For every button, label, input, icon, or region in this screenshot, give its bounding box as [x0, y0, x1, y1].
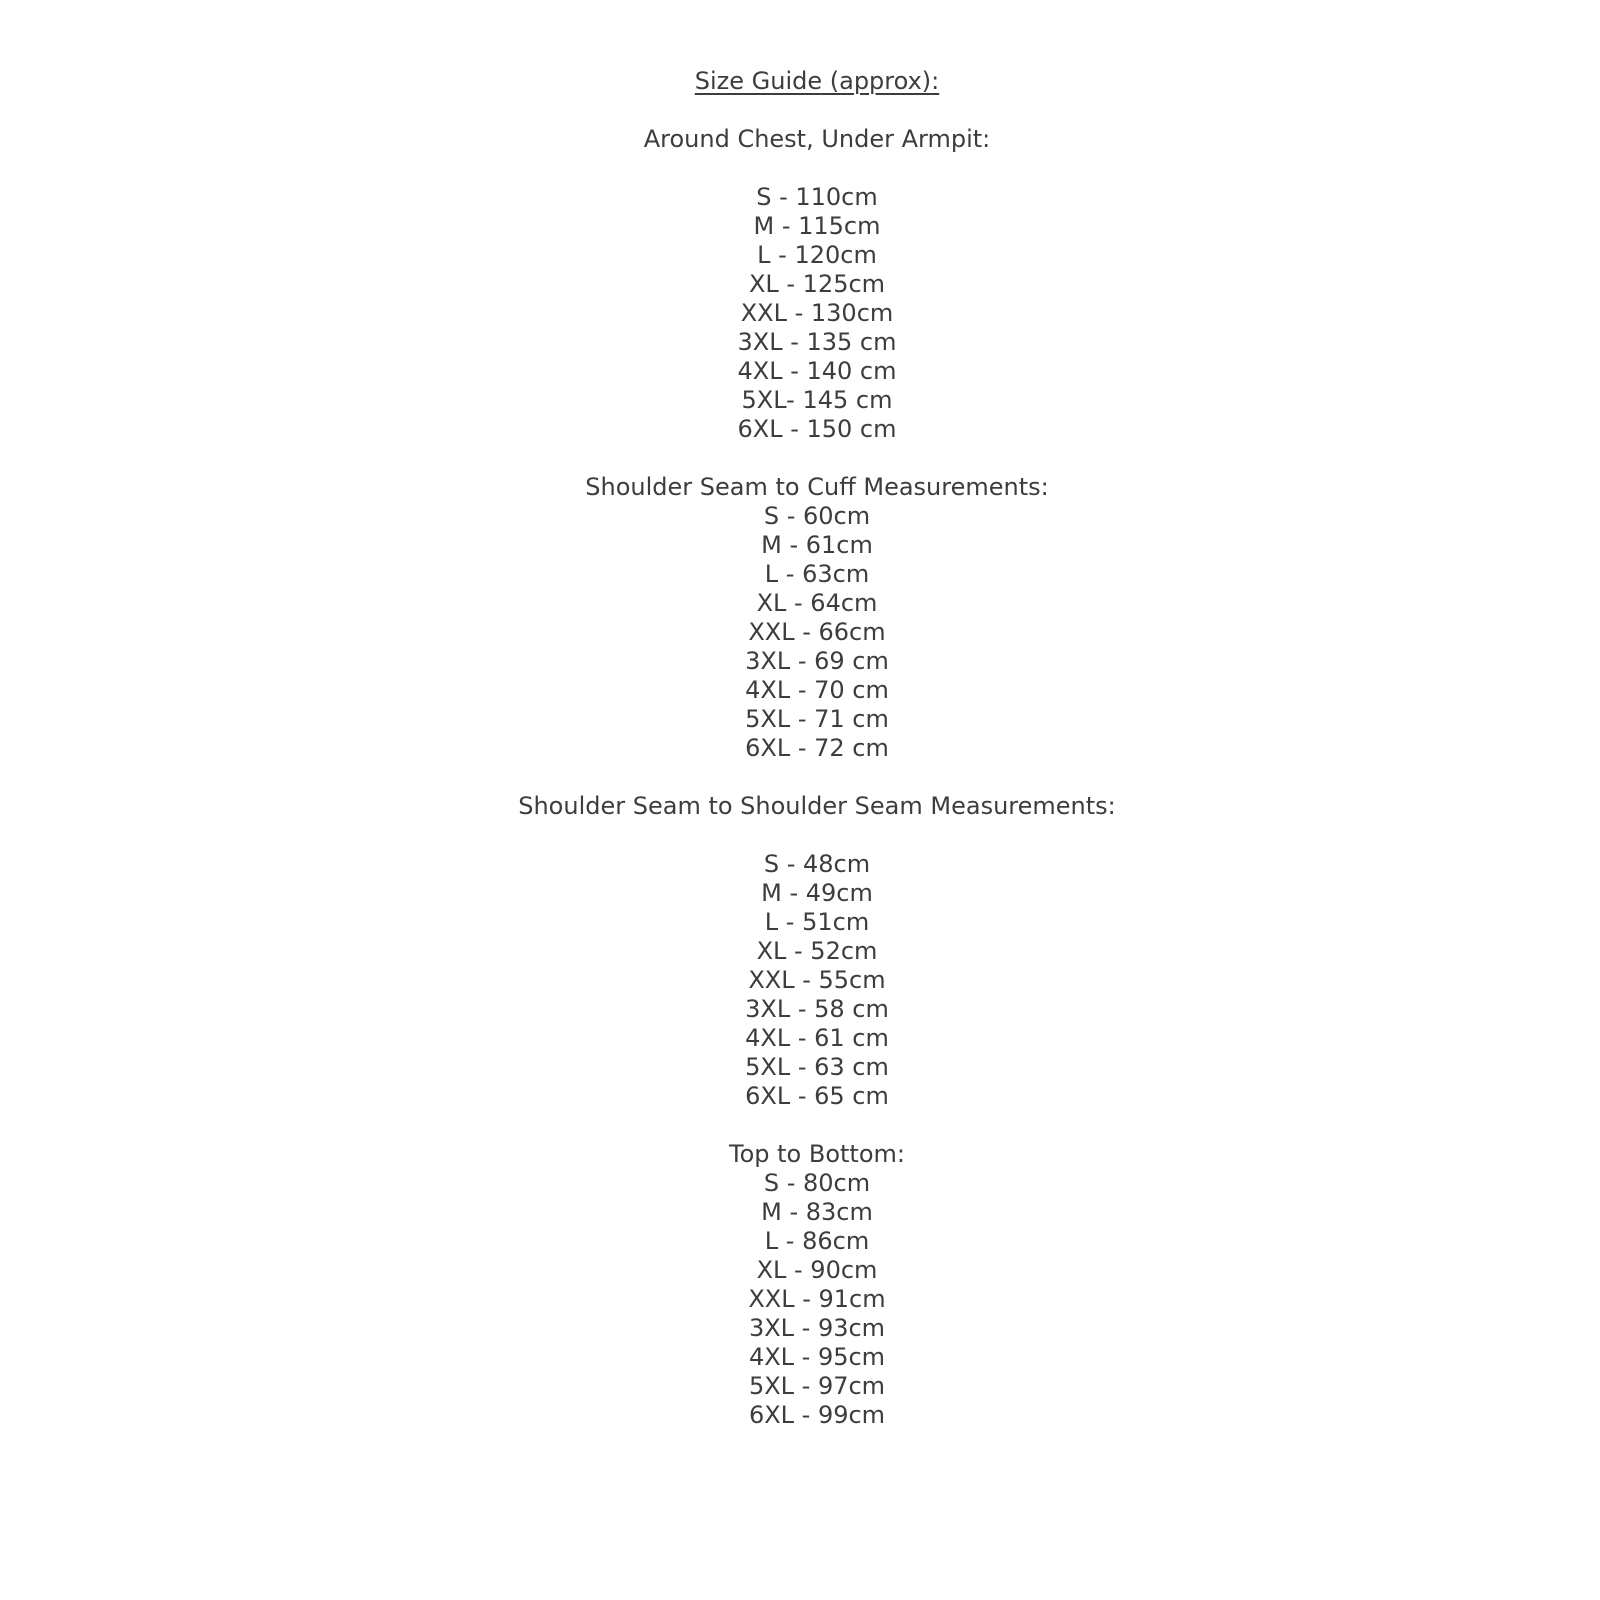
- size-entry: 6XL - 99cm: [748, 1401, 886, 1429]
- size-entry: 6XL - 72 cm: [745, 734, 889, 762]
- page-title: Size Guide (approx):: [694, 67, 940, 95]
- size-sections-container: [34, 125, 1600, 1430]
- size-entry: S - 110cm: [756, 183, 878, 211]
- section-items: [34, 1169, 1600, 1430]
- size-entry: 4XL - 70 cm: [745, 676, 889, 704]
- size-entry: 4XL - 95cm: [748, 1343, 886, 1371]
- section-items: [34, 502, 1600, 763]
- size-entry: XL - 90cm: [756, 1256, 878, 1284]
- size-entry: M - 115cm: [753, 212, 881, 240]
- size-entry: 6XL - 150 cm: [737, 415, 897, 443]
- size-entry: XXL - 66cm: [748, 618, 886, 646]
- size-entry: XXL - 130cm: [740, 299, 894, 327]
- size-entry: M - 49cm: [761, 879, 873, 907]
- size-entry: M - 61cm: [761, 531, 873, 559]
- size-entry: S - 48cm: [763, 850, 871, 878]
- size-entry: 3XL - 58 cm: [745, 995, 889, 1023]
- section-heading: Around Chest, Under Armpit:: [643, 125, 991, 153]
- size-section: [34, 473, 1600, 763]
- size-entry: L - 86cm: [764, 1227, 870, 1255]
- size-entry: M - 83cm: [761, 1198, 873, 1226]
- section-heading: Top to Bottom:: [729, 1140, 905, 1168]
- size-entry: 4XL - 140 cm: [737, 357, 897, 385]
- section-heading: Shoulder Seam to Shoulder Seam Measurements:: [518, 792, 1116, 820]
- size-entry: L - 51cm: [764, 908, 870, 936]
- size-entry: 5XL - 63 cm: [745, 1053, 889, 1081]
- size-entry: XL - 64cm: [756, 589, 878, 617]
- size-entry: L - 63cm: [764, 560, 870, 588]
- size-entry: 3XL - 135 cm: [737, 328, 897, 356]
- size-entry: 3XL - 69 cm: [745, 647, 889, 675]
- size-section: [34, 125, 1600, 444]
- size-entry: XL - 125cm: [748, 270, 886, 298]
- size-entry: XXL - 55cm: [748, 966, 886, 994]
- size-entry: 5XL- 145 cm: [741, 386, 893, 414]
- section-items: [34, 850, 1600, 1111]
- size-entry: 5XL - 97cm: [748, 1372, 886, 1400]
- size-entry: S - 60cm: [763, 502, 871, 530]
- size-section: [34, 1140, 1600, 1430]
- section-items: [34, 183, 1600, 444]
- size-entry: S - 80cm: [763, 1169, 871, 1197]
- size-entry: 5XL - 71 cm: [745, 705, 889, 733]
- size-entry: XL - 52cm: [756, 937, 878, 965]
- size-entry: 4XL - 61 cm: [745, 1024, 889, 1052]
- size-section: [34, 792, 1600, 1111]
- size-entry: L - 120cm: [757, 241, 877, 269]
- size-entry: XXL - 91cm: [748, 1285, 886, 1313]
- size-entry: 6XL - 65 cm: [745, 1082, 889, 1110]
- section-heading: Shoulder Seam to Cuff Measurements:: [585, 473, 1049, 501]
- size-entry: 3XL - 93cm: [748, 1314, 886, 1342]
